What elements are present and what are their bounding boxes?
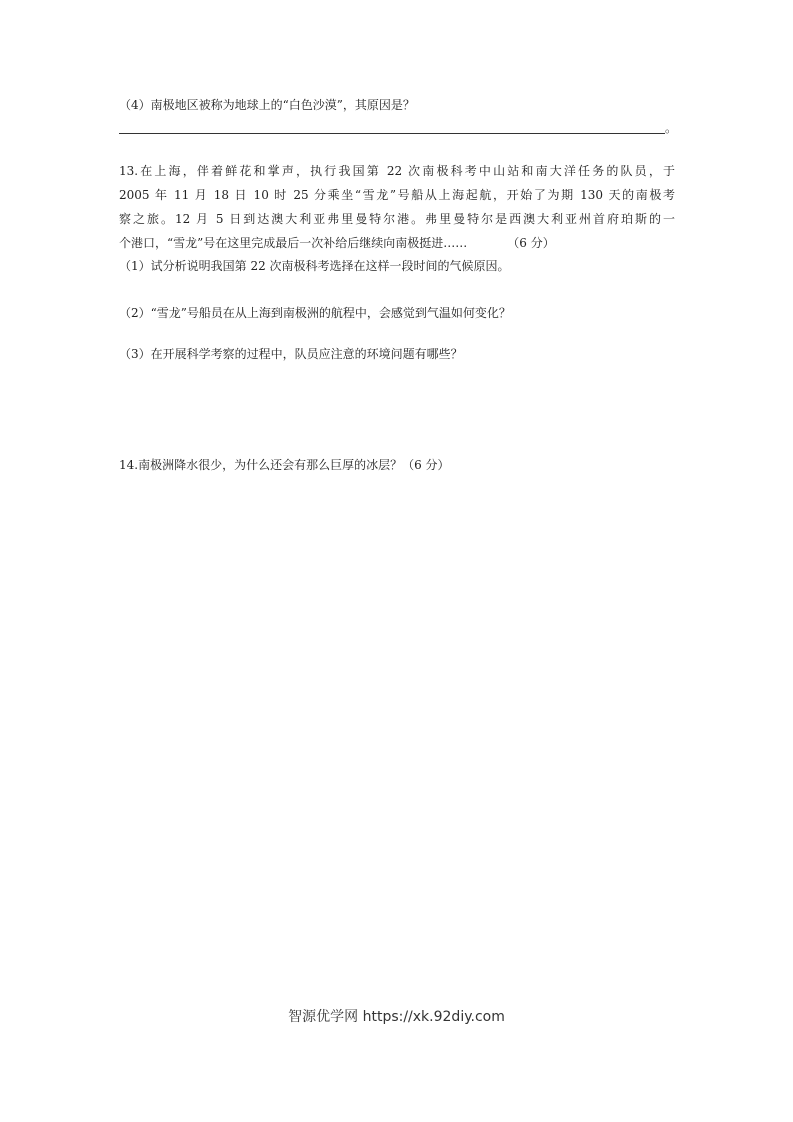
question-13-line-2: 2005 年 11 月 18 日 10 时 25 分乘坐“雪龙”号船从上海起航，开始了为期 130 天的南极考 — [119, 188, 675, 202]
question-13-line-3: 察之旅。12 月 5 日到达澳大利亚弗里曼特尔港。弗里曼特尔是西澳大利亚州首府珀斯的一 — [119, 212, 675, 226]
question-13-line-1: 13.在上海，伴着鲜花和掌声，执行我国第 22 次南极科考中山站和南大洋任务的队员，于 — [119, 164, 675, 178]
question-13-points: （6 分） — [507, 236, 555, 250]
question-13-line-4 — [119, 231, 675, 255]
question-12-4: （4）南极地区被称为地球上的“白色沙漠”，其原因是？ — [119, 98, 415, 112]
answer-end-mark: 。 — [665, 121, 678, 135]
question-13-line-4-text: 个港口，“雪龙”号在这里完成最后一次补给后继续向南极挺进…… — [119, 236, 468, 250]
answer-blank-line — [119, 133, 665, 134]
question-14: 14.南极洲降水很少，为什么还会有那么巨厚的冰层？（6 分） — [119, 458, 450, 472]
question-13-sub-2: （2）“雪龙”号船员在从上海到南极洲的航程中，会感觉到气温如何变化？ — [119, 306, 511, 320]
footer-watermark: 智源优学网 https://xk.92diy.com — [288, 1009, 505, 1025]
question-13-sub-3: （3）在开展科学考察的过程中，队员应注意的环境问题有哪些？ — [119, 347, 463, 361]
question-13-stem — [119, 159, 675, 255]
question-13-sub-1: （1）试分析说明我国第 22 次南极科考选择在这样一段时间的气候原因。 — [119, 259, 510, 273]
